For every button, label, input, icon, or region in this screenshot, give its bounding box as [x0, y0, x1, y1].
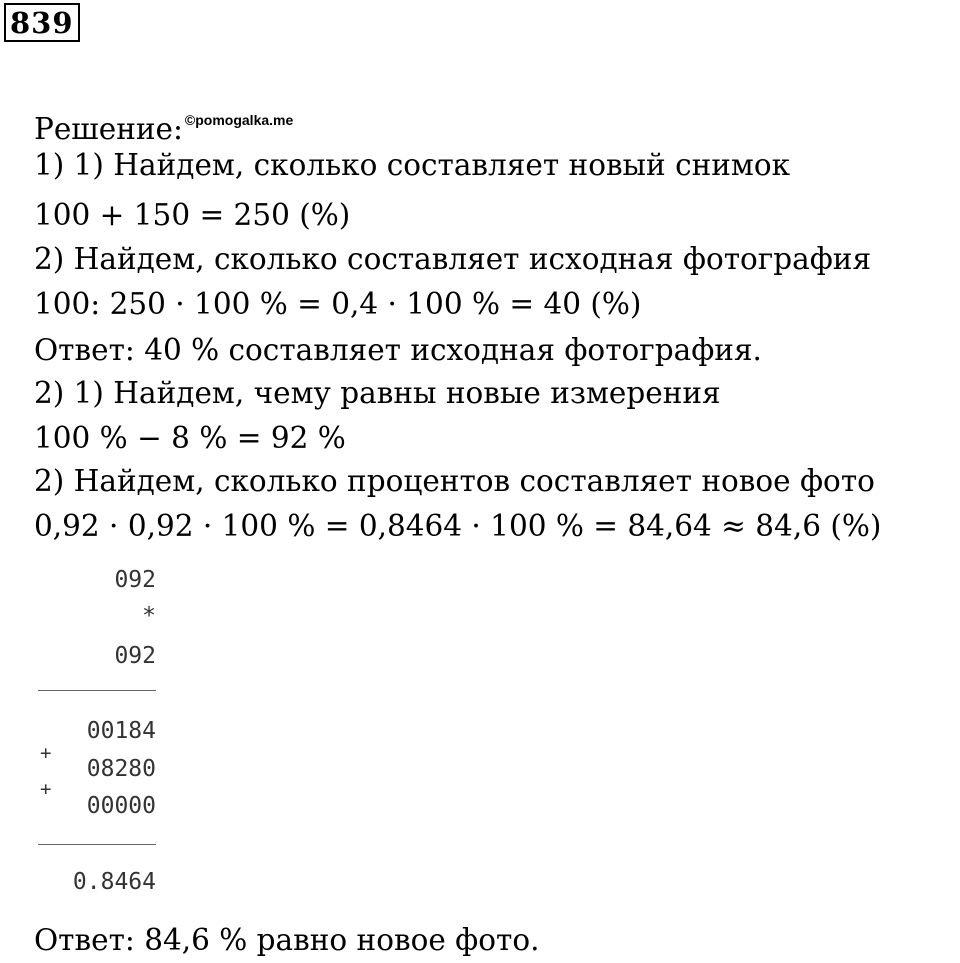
divider-line — [38, 690, 156, 691]
answer-line: Ответ: 40 % составляет исходная фотография. — [34, 333, 762, 367]
product-result: 0.8464 — [72, 869, 156, 895]
partial-product: 08280 — [86, 756, 156, 782]
step-line: 100: 250 · 100 % = 0,4 · 100 % = 40 (%) — [34, 287, 642, 321]
factor-1: 092 — [114, 567, 156, 593]
multiply-operator: * — [142, 603, 156, 629]
solution-label: Решение: — [34, 112, 183, 146]
watermark: ©pomogalka.me — [184, 112, 294, 128]
divider-line — [38, 844, 156, 845]
partial-product: 00000 — [86, 793, 156, 819]
step-line: 2) 1) Найдем, чему равны новые измерения — [34, 376, 721, 410]
problem-number: 839 — [4, 3, 80, 42]
factor-2: 092 — [114, 643, 156, 669]
partial-product: 00184 — [86, 718, 156, 744]
step-line: 2) Найдем, сколько составляет исходная фотография — [34, 242, 872, 276]
plus-sign: + — [40, 742, 52, 764]
plus-sign: + — [40, 778, 52, 800]
step-line: 1) 1) Найдем, сколько составляет новый снимок — [34, 148, 791, 182]
final-answer: Ответ: 84,6 % равно новое фото. — [34, 923, 540, 957]
step-line: 100 % − 8 % = 92 % — [34, 421, 346, 455]
solution-heading — [34, 102, 293, 147]
step-line: 0,92 · 0,92 · 100 % = 0,8464 · 100 % = 84,64 ≈ 84,6 (%) — [34, 509, 882, 543]
step-line: 2) Найдем, сколько процентов составляет новое фото — [34, 464, 875, 498]
step-line: 100 + 150 = 250 (%) — [34, 198, 351, 232]
